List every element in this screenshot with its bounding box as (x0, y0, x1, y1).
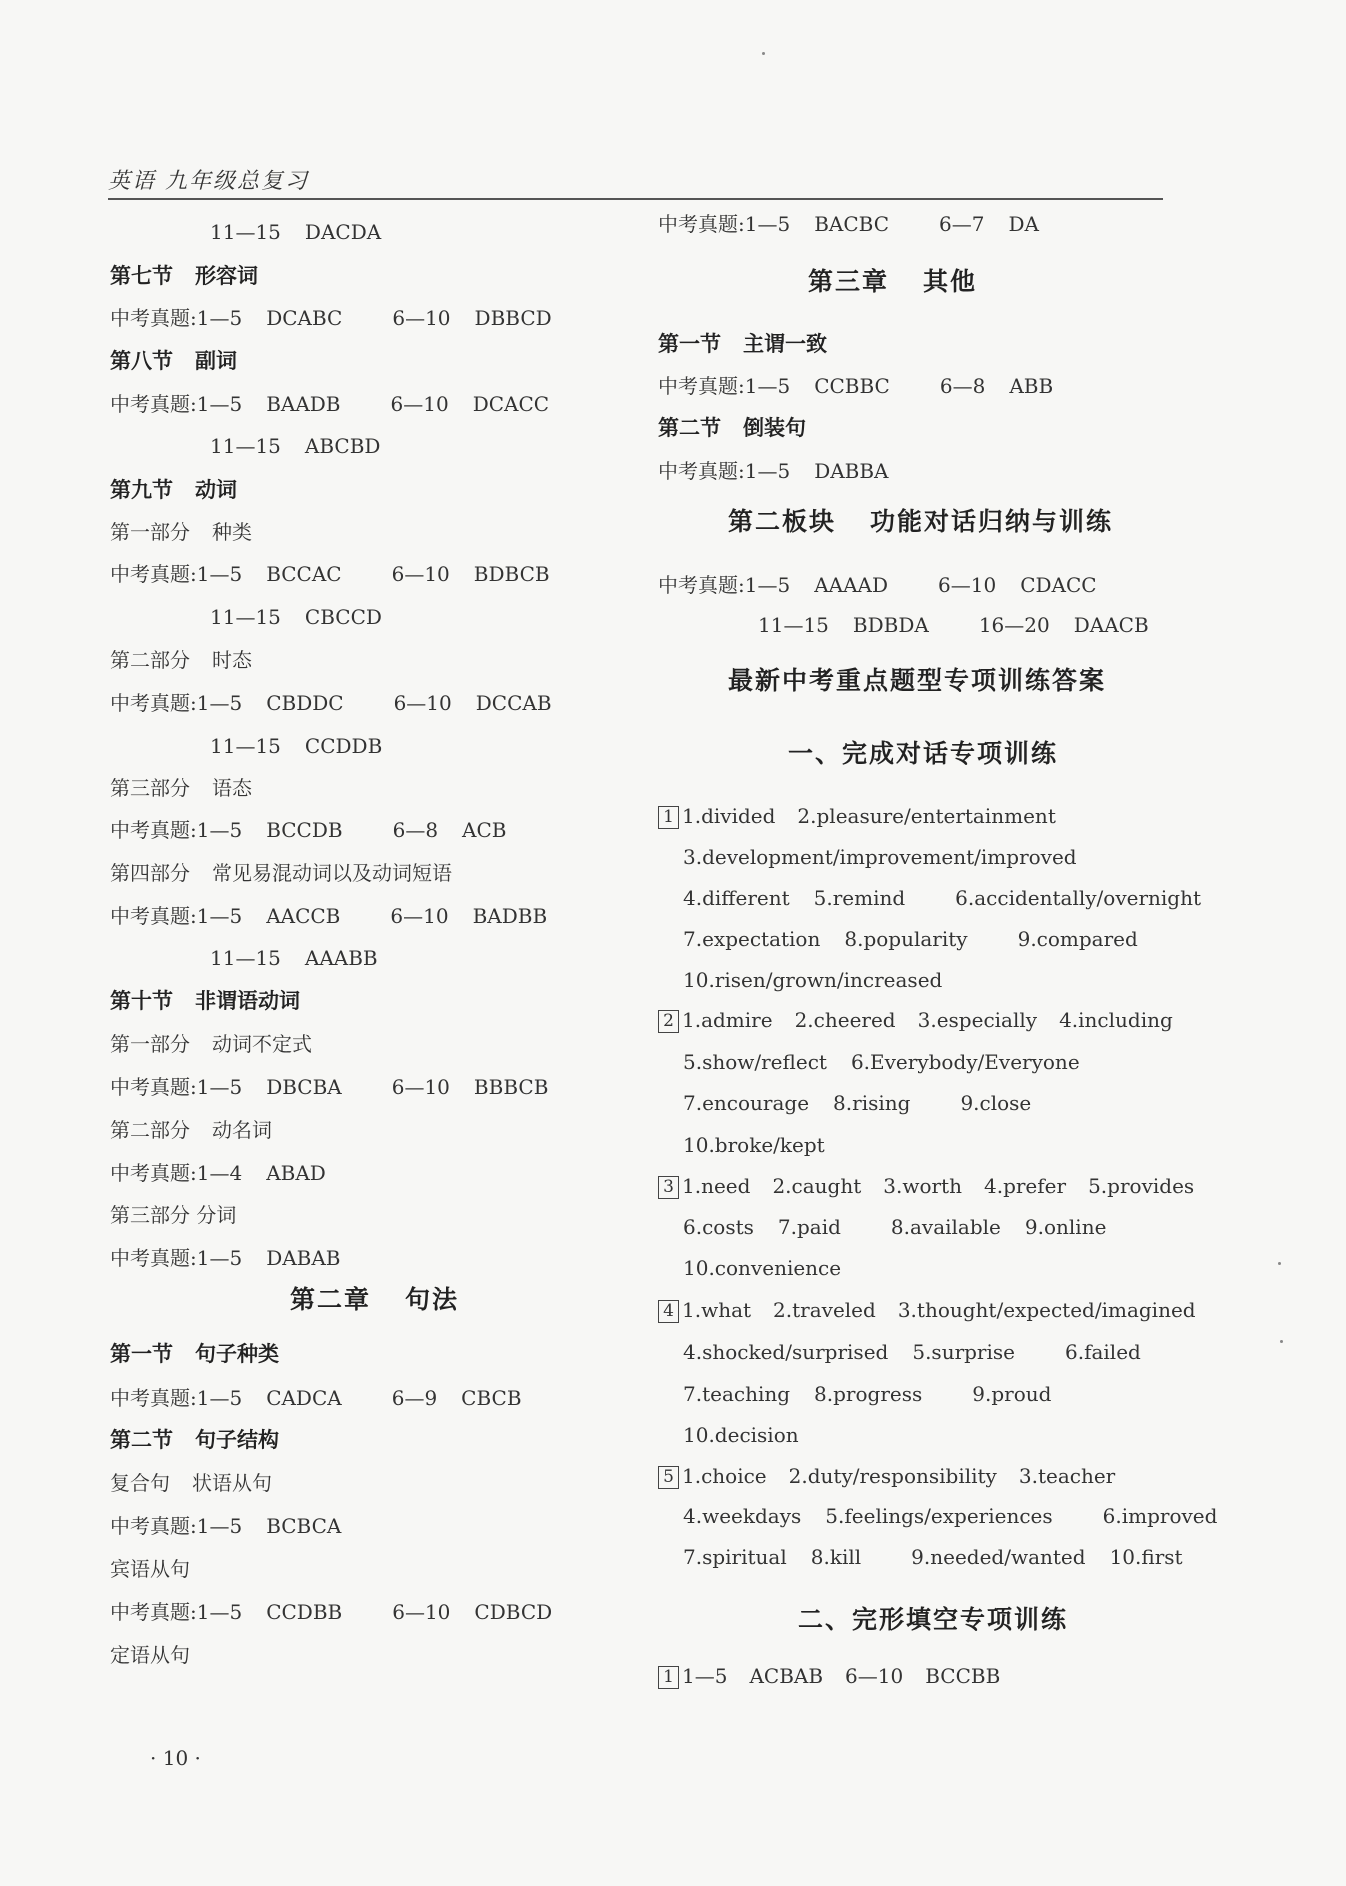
answer-line (110, 1512, 341, 1540)
answer-line (110, 902, 547, 930)
answer-part: ABCBD (304, 434, 381, 458)
answer-part: 中考真题:1—5 (110, 1075, 243, 1099)
item-number-box: 1 (658, 1666, 679, 1689)
answer-part: 10.decision (683, 1423, 799, 1447)
answer-line (110, 1598, 552, 1626)
item-number-box: 3 (658, 1176, 679, 1199)
answer-line (210, 218, 381, 246)
scan-speck (762, 52, 765, 55)
answer-part: 1.choice (682, 1464, 767, 1488)
section-title-part: 第二节 (658, 415, 721, 440)
chapter-title-part: 其他 (923, 267, 978, 296)
answer-part: BCCAC (266, 562, 342, 586)
answer-line (683, 1338, 1141, 1366)
answer-part: 中考真题:1—5 (658, 374, 791, 398)
answer-part: 1.what (682, 1298, 752, 1322)
answer-part: CCBBC (814, 374, 890, 398)
answer-part: 中考真题:1—5 (110, 392, 243, 416)
answer-part: 4.weekdays (683, 1504, 802, 1528)
answer-part: AAABB (304, 946, 378, 970)
answer-part: 6—10 (390, 392, 449, 416)
page-number: · 10 · (150, 1746, 201, 1770)
answer-part: 中考真题:1—5 (110, 1514, 243, 1538)
chapter-line (788, 740, 1058, 768)
answer-part: 6—9 (391, 1386, 438, 1410)
answer-part: ACB (462, 818, 507, 842)
chapter-title-part: 一、完成对话专项训练 (788, 739, 1059, 768)
answer-part: BDBDA (852, 613, 929, 637)
chapter-title-part: 功能对话归纳与训练 (870, 507, 1114, 536)
answer-part: 1—5 (682, 1664, 728, 1688)
heading-line (658, 330, 827, 358)
answer-part: 2.duty/responsibility (788, 1464, 997, 1488)
answer-line (683, 1213, 1106, 1241)
answer-part: 6—7 (939, 212, 985, 236)
answer-part: 6—10 (392, 306, 451, 330)
answer-line (210, 603, 382, 631)
answer-part: 11—15 (210, 605, 281, 629)
answer-part: 2.cheered (794, 1008, 896, 1032)
answer-part: AACCB (266, 904, 341, 928)
answer-part: 9.close (960, 1091, 1032, 1115)
answer-part: 10.first (1109, 1545, 1183, 1569)
answer-part: 6—10 (391, 1075, 450, 1099)
answer-part: ABB (1009, 374, 1054, 398)
answer-line (658, 1462, 1115, 1490)
answer-part: 中考真题:1—5 (110, 1600, 243, 1624)
chapter-title-part: 最新中考重点题型专项训练答案 (728, 666, 1107, 695)
answer-part: 5.surprise (912, 1340, 1015, 1364)
answer-part: 6—10 (393, 691, 452, 715)
chapter-title-part: 二、完形填空专项训练 (798, 1605, 1069, 1634)
answer-part: CBCCD (304, 605, 382, 629)
answer-part: 11—15 (758, 613, 829, 637)
chapter-line (728, 667, 1106, 695)
answer-part: 6—10 (938, 573, 997, 597)
answer-line (683, 1380, 1051, 1408)
answer-part: 中考真题:1—5 (110, 306, 243, 330)
answer-part: 6—10 (391, 562, 450, 586)
answer-part: 6.improved (1102, 1504, 1218, 1528)
answer-part: 中考真题:1—5 (110, 904, 243, 928)
answer-part: 4.shocked/surprised (683, 1340, 889, 1364)
answer-part: 8.popularity (844, 927, 968, 951)
sub-line (110, 859, 452, 887)
answer-line (110, 1073, 548, 1101)
answer-part: 1.need (682, 1174, 751, 1198)
answer-line (658, 1296, 1196, 1324)
answer-line (758, 611, 1149, 639)
heading-line (110, 1426, 279, 1454)
answer-part: 11—15 (210, 734, 281, 758)
answer-part: 8.kill (810, 1545, 862, 1569)
chapter-line (808, 268, 977, 296)
answer-part: 8.progress (814, 1382, 923, 1406)
answer-part: 中考真题:1—5 (110, 1246, 243, 1270)
answer-line (683, 1254, 841, 1282)
answer-part: 中考真题:1—5 (110, 1386, 243, 1410)
answer-part: BBBCB (473, 1075, 549, 1099)
answer-part: CCDBB (266, 1600, 343, 1624)
section-title-part: 动名词 (212, 1118, 272, 1142)
answer-line (658, 571, 1097, 599)
sub-line (110, 1641, 190, 1669)
answer-line (210, 432, 380, 460)
section-title-part: 倒装句 (743, 415, 806, 440)
chapter-title-part: 句法 (405, 1285, 460, 1314)
scan-speck (1278, 1262, 1281, 1265)
answer-part: BAADB (266, 392, 341, 416)
answer-part: 2.traveled (773, 1298, 876, 1322)
section-title-part: 第七节 (110, 263, 173, 288)
answer-part: 6—10 (392, 1600, 451, 1624)
item-number-box: 1 (658, 806, 679, 829)
section-title-part: 时态 (212, 648, 252, 672)
answer-part: 11—15 (210, 946, 281, 970)
answer-part: 6—10 (845, 1664, 904, 1688)
answer-part: CBCB (461, 1386, 522, 1410)
answer-part: 中考真题:1—5 (658, 459, 791, 483)
answer-line (683, 1421, 799, 1449)
sub-line (110, 1469, 272, 1497)
answer-part: 10.broke/kept (683, 1133, 825, 1157)
answer-part: 5.provides (1088, 1174, 1195, 1198)
answer-part: AAAAD (814, 573, 888, 597)
answer-part: BCCDB (266, 818, 343, 842)
answer-part: 9.compared (1017, 927, 1138, 951)
answer-part: 6.failed (1065, 1340, 1141, 1364)
answer-line (683, 1502, 1217, 1530)
section-title-part: 第三部分 (110, 776, 190, 800)
section-title-part: 句子种类 (195, 1341, 279, 1366)
section-title-part: 第一节 (658, 331, 721, 356)
answer-part: 6.costs (683, 1215, 754, 1239)
answer-part: DABAB (266, 1246, 341, 1270)
answer-part: 7.paid (777, 1215, 841, 1239)
chapter-line (798, 1606, 1068, 1634)
answer-part: 5.feelings/experiences (825, 1504, 1053, 1528)
answer-part: DAACB (1073, 613, 1149, 637)
answer-line (110, 304, 552, 332)
answer-part: 11—15 (210, 220, 281, 244)
chapter-line (290, 1286, 459, 1314)
chapter-line (728, 508, 1113, 536)
sub-line (110, 774, 252, 802)
header-title: 英语 九年级总复习 (108, 169, 309, 194)
scan-speck (1280, 1340, 1283, 1343)
answer-part: BACBC (814, 212, 890, 236)
section-title-part: 复合句 (110, 1471, 170, 1495)
section-title-part: 第二节 (110, 1427, 173, 1452)
chapter-title-part: 第二板块 (728, 507, 837, 536)
answer-part: 中考真题:1—5 (110, 818, 243, 842)
answer-line (683, 884, 1201, 912)
section-title-part: 宾语从句 (110, 1557, 190, 1581)
answer-part: 中考真题:1—4 (110, 1161, 243, 1185)
answer-part: 中考真题:1—5 (110, 691, 243, 715)
answer-line (658, 372, 1053, 400)
answer-part: 6—8 (939, 374, 986, 398)
heading-line (110, 987, 300, 1015)
sub-line (110, 518, 252, 546)
answer-part: 4.including (1059, 1008, 1173, 1032)
answer-part: 6—10 (390, 904, 449, 928)
item-number-box: 2 (658, 1010, 679, 1033)
section-title-part: 种类 (212, 520, 252, 544)
answer-part: 5.show/reflect (683, 1050, 827, 1074)
answer-line (683, 843, 1077, 871)
answer-line (683, 1543, 1183, 1571)
section-title-part: 第四部分 (110, 861, 190, 885)
heading-line (658, 414, 806, 442)
answer-part: 3.teacher (1018, 1464, 1116, 1488)
answer-line (658, 1172, 1194, 1200)
section-title-part: 非谓语动词 (195, 988, 300, 1013)
item-number-box: 5 (658, 1466, 679, 1489)
answer-line (683, 1089, 1031, 1117)
section-title-part: 主谓一致 (743, 331, 827, 356)
answer-part: CBDDC (266, 691, 344, 715)
section-title-part: 第一部分 (110, 520, 190, 544)
answer-part: 8.rising (833, 1091, 911, 1115)
answer-part: DCCAB (475, 691, 552, 715)
answer-part: DCABC (266, 306, 343, 330)
answer-part: 2.pleasure/entertainment (797, 804, 1056, 828)
heading-line (110, 476, 237, 504)
page-header (108, 164, 1163, 200)
heading-line (110, 347, 237, 375)
answer-part: 中考真题:1—5 (658, 212, 791, 236)
answer-part: 9.needed/wanted (911, 1545, 1086, 1569)
answer-part: 2.caught (772, 1174, 862, 1198)
answer-part: 8.available (890, 1215, 1001, 1239)
sub-line (110, 1116, 272, 1144)
answer-part: 4.different (683, 886, 790, 910)
answer-part: 3.development/improvement/improved (683, 845, 1077, 869)
section-title-part: 动词不定式 (212, 1032, 312, 1056)
section-title-part: 第一节 (110, 1341, 173, 1366)
answer-part: DCACC (472, 392, 550, 416)
answer-part: 9.proud (972, 1382, 1052, 1406)
answer-line (110, 390, 549, 418)
answer-line (110, 816, 507, 844)
answer-part: 1.admire (682, 1008, 773, 1032)
answer-part: CDACC (1020, 573, 1097, 597)
answer-part: 5.remind (813, 886, 906, 910)
answer-part: 7.expectation (683, 927, 821, 951)
chapter-title-part: 第三章 (808, 267, 890, 296)
answer-part: 10.risen/grown/increased (683, 968, 943, 992)
answer-part: BCCBB (925, 1664, 1001, 1688)
answer-part: 中考真题:1—5 (110, 562, 243, 586)
sub-line (110, 1555, 190, 1583)
answer-part: 3.especially (917, 1008, 1038, 1032)
answer-part: 4.prefer (983, 1174, 1067, 1198)
answer-part: CDBCD (474, 1600, 553, 1624)
section-title-part: 状语从句 (192, 1471, 272, 1495)
answer-part: 中考真题:1—5 (658, 573, 791, 597)
answer-line (658, 1662, 1000, 1690)
section-title-part: 动词 (195, 477, 237, 502)
section-title-part: 句子结构 (195, 1427, 279, 1452)
answer-line (110, 689, 552, 717)
heading-line (110, 262, 258, 290)
answer-line (658, 802, 1056, 830)
section-title-part: 第二部分 (110, 1118, 190, 1142)
answer-part: DA (1008, 212, 1039, 236)
answer-part: 7.encourage (683, 1091, 810, 1115)
answer-part: 3.thought/expected/imagined (897, 1298, 1196, 1322)
chapter-title-part: 第二章 (290, 1285, 372, 1314)
answer-part: DBBCD (474, 306, 552, 330)
answer-part: 16—20 (978, 613, 1050, 637)
section-title-part: 副词 (195, 348, 237, 373)
answer-part: 1.divided (682, 804, 776, 828)
answer-part: BADBB (472, 904, 548, 928)
answer-part: DABBA (814, 459, 889, 483)
section-title-part: 第一部分 (110, 1032, 190, 1056)
answer-part: 11—15 (210, 434, 281, 458)
answer-part: 9.online (1024, 1215, 1107, 1239)
answer-part: BDBCB (473, 562, 550, 586)
answer-part: 10.convenience (683, 1256, 842, 1280)
answer-part: CCDDB (304, 734, 383, 758)
section-title-part: 第九节 (110, 477, 173, 502)
answer-part: 3.worth (883, 1174, 962, 1198)
answer-part: DACDA (304, 220, 382, 244)
answer-part: 6—8 (392, 818, 439, 842)
section-title-part: 第八节 (110, 348, 173, 373)
answer-part: DBCBA (266, 1075, 342, 1099)
section-title-part: 第二部分 (110, 648, 190, 672)
answer-line (110, 1244, 341, 1272)
section-title-part: 语态 (212, 776, 252, 800)
answer-line (658, 457, 889, 485)
sub-line (110, 646, 252, 674)
heading-line (110, 1340, 279, 1368)
answer-line (683, 1048, 1080, 1076)
section-title-part: 常见易混动词以及动词短语 (212, 861, 452, 885)
answer-line (110, 1384, 522, 1412)
answer-line (110, 1159, 326, 1187)
answer-part: 7.spiritual (683, 1545, 787, 1569)
sub-line (110, 1201, 236, 1229)
answer-part: 6.Everybody/Everyone (850, 1050, 1080, 1074)
answer-part: BCBCA (266, 1514, 342, 1538)
item-number-box: 4 (658, 1300, 679, 1323)
answer-part: ACBAB (749, 1664, 824, 1688)
answer-line (683, 966, 942, 994)
section-title-part: 第十节 (110, 988, 173, 1013)
answer-part: 7.teaching (683, 1382, 791, 1406)
answer-line (110, 560, 550, 588)
section-title-part: 第三部分 分词 (110, 1203, 237, 1227)
answer-part: ABAD (266, 1161, 326, 1185)
answer-line (658, 210, 1039, 238)
answer-line (210, 732, 382, 760)
section-title-part: 形容词 (195, 263, 258, 288)
section-title-part: 定语从句 (110, 1643, 190, 1667)
answer-line (210, 944, 378, 972)
answer-line (683, 925, 1138, 953)
answer-part: 6.accidentally/overnight (955, 886, 1202, 910)
sub-line (110, 1030, 312, 1058)
answer-line (683, 1131, 825, 1159)
answer-line (658, 1006, 1173, 1034)
answer-part: CADCA (266, 1386, 342, 1410)
